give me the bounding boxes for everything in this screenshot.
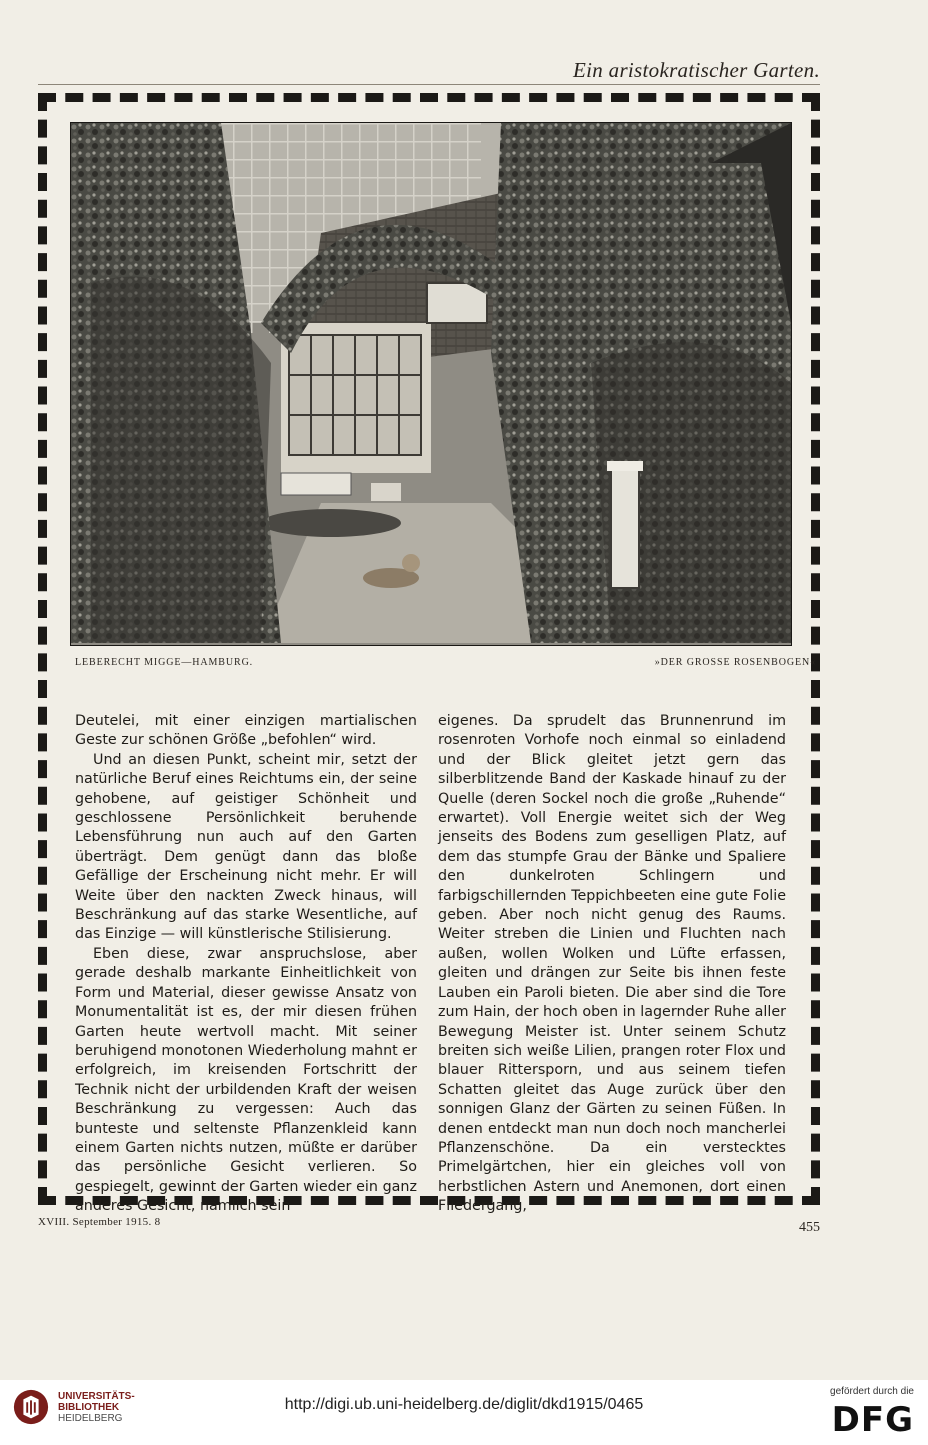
header-rule xyxy=(38,84,820,85)
paragraph: Und an diesen Punkt, scheint mir, setzt der natürliche Beruf eines Reichtums ein, der seine gehobene, auf geistiger Schönheit und geschlossene Persönlichkeit beruhende Lebensführung nun auch auf den Garten überträgt. Dem genügt dann das bloße Gefällige der Erscheinung nicht mehr. Er will Weite über den nackten Zweck hinaus, will Beschränkung auf das starke Wesentliche, auf das Einzige — will künstlerische Stilisierung. xyxy=(75,751,417,943)
source-url-link[interactable]: http://digi.ub.uni-heidelberg.de/diglit/dkd1915/0465 xyxy=(284,1396,644,1413)
paragraph: Eben diese, zwar anspruchslose, aber gerade deshalb markante Einheitlichkeit von Form und Material, dieser gewisse Ansatz von Monumentalität ist es, der mir diesen frühen Garten heute wertvoll macht. Mit seiner beruhigend monotonen Wiederholung mahnt er erfolgreich, im kreisenden Fortschritt der Technik nicht der urbildenden Kraft der weisen Beschränkung zu vergessen: Auch das bunteste und seltenste Pflanzenkleid kann einem Garten nichts nutzen, müßte er darüber das persönliche Gesicht verlieren. So gespiegelt, gewinnt der Garten wieder ein ganz anderes Gesicht, nämlich sein xyxy=(75,945,417,1215)
funder-logo[interactable]: DFG xyxy=(831,1400,914,1440)
paragraph: Deutelei, mit einer einzigen martialischen Geste zur schönen Größe „befohlen“ wird. xyxy=(75,713,417,749)
page-number: 455 xyxy=(799,1220,820,1235)
funding-note: gefördert durch die xyxy=(830,1386,914,1397)
issue-line: XVIII. September 1915. 8 xyxy=(38,1216,161,1228)
library-name-line1: UNIVERSITÄTS- xyxy=(58,1390,135,1402)
photo-title: »DER GROSSE ROSENBOGEN« xyxy=(654,657,816,668)
paragraph: eigenes. Da sprudelt das Brunnenrund im rosenroten Vorhofe noch einmal so einladend und der Blick gleitet jetzt gern das silberblitzende Band der Kaskade hinauf zu der Quelle (deren Sockel noch die große „Ruhende“ erwartet). Voll Energie weitet sich der Weg jenseits des Bodens zum geselligen Platz, auf dem das stumpfe Grau der Bänke und Spaliere den dunkelroten Schlingern und farbigschillernden Teppichbeeten eine gute Folie geben. Aber noch nicht genug des Raums. Weiter streben die Linien und Fluchten nach außen, wollen Wolken und Lüfte erfassen, gleiten und drängen zur Seite bis ihnen feste Lauben ein Paroli bieten. Die aber sind die Tore zum Hain, der hoch oben in lagernder Ruhe aller Bewegung Meister ist. Unter seinem Schutz breiten sich weiße Lilien, prangen roter Flox und blauer Rittersporn, und aus seinem tiefen Schatten gleitet das Auge zurück über den sonnigen Glanz der Gärten zu seinen Füßen. In denen entdeckt man nun doch noch mancherlei Pflanzenschöne. Da ein verstecktes Primelgärtchen, hier ein gleiches voll von herbstlichen Astern und Anemonen, dort einen Fliedergang, xyxy=(438,713,786,1215)
text-column-right xyxy=(438,712,786,1217)
text-column-left xyxy=(75,712,417,1217)
running-title: Ein aristokratischer Garten. xyxy=(573,58,820,82)
photo-credit: LEBERECHT MIGGE—HAMBURG. xyxy=(75,657,254,668)
library-name-line3: HEIDELBERG xyxy=(58,1412,123,1424)
library-name-line2: BIBLIOTHEK xyxy=(58,1401,120,1413)
garden-photograph xyxy=(70,122,792,646)
